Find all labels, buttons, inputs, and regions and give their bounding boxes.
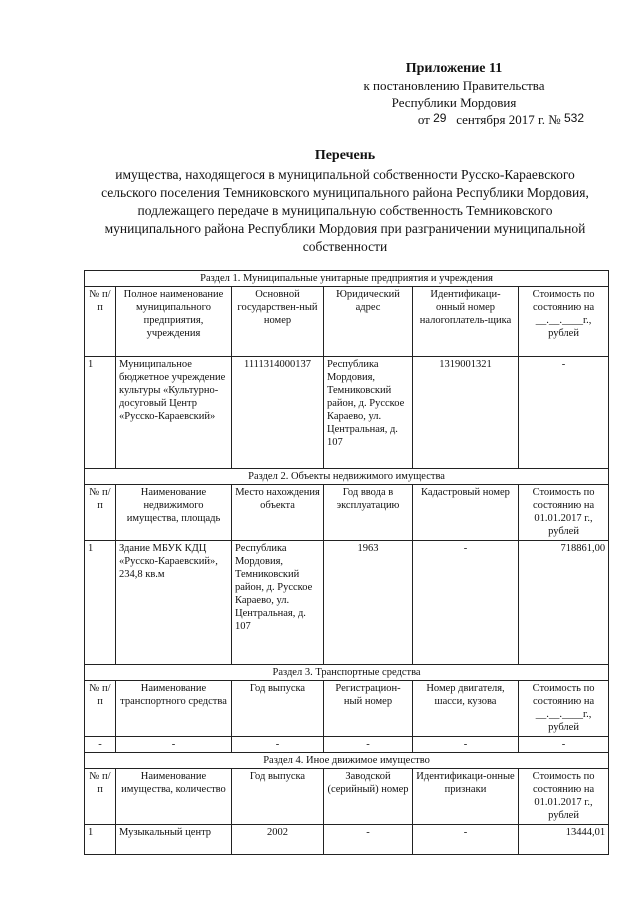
table-cell: - (413, 737, 519, 753)
header-row (85, 485, 609, 541)
table-cell: Муниципальное бюджетное учреждение культуры «Культурно-досуговый Центр «Русско-Караевский» (116, 357, 232, 469)
header-row (85, 769, 609, 825)
appendix-title: Приложение 11 (405, 61, 503, 76)
appendix-line-2: Республики Мордовия (391, 95, 517, 110)
date-number: 532 (563, 111, 584, 125)
column-header: Кадастровый номер (413, 485, 519, 541)
table-row (85, 737, 609, 753)
document-subtitle: имущества, находящегося в муниципальной собственности Русско-Караевского сельского поселения Темниковского муниципального района Республики Мордовия, подлежащего передаче в муниципальную собственность Темниковского муниципального района Республики Мордовия при разграничении муниципальной собственности (101, 167, 589, 254)
table-cell: 1 (85, 357, 116, 469)
table-cell: - (85, 737, 116, 753)
table-cell: - (519, 737, 609, 753)
table-cell: - (413, 825, 519, 855)
table-cell: - (232, 737, 324, 753)
column-header: Основной государствен-ный номер (232, 287, 324, 357)
column-header: Место нахождения объекта (232, 485, 324, 541)
table-cell: 13444,01 (519, 825, 609, 855)
table-cell: 1963 (324, 541, 413, 665)
column-header: Наименование недвижимого имущества, площадь (116, 485, 232, 541)
table-cell: 1 (85, 541, 116, 665)
table-cell: Музыкальный центр (116, 825, 232, 855)
column-header: Стоимость по состоянию на 01.01.2017 г., рублей (519, 485, 609, 541)
column-header: Полное наименование муниципального предприятия, учреждения (116, 287, 232, 357)
appendix-block (324, 60, 584, 129)
section-title: Раздел 1. Муниципальные унитарные предприятия и учреждения (85, 271, 609, 287)
table-row (85, 825, 609, 855)
table-cell: - (413, 541, 519, 665)
table-cell: Республика Мордовия, Темниковский район, д. Русское Караево, ул. Центральная, д. 107 (324, 357, 413, 469)
section-title: Раздел 3. Транспортные средства (85, 665, 609, 681)
column-header: Стоимость по состоянию на __.__.____г., рублей (519, 681, 609, 737)
property-table (84, 270, 609, 855)
table-cell: - (324, 737, 413, 753)
column-header: Юридический адрес (324, 287, 413, 357)
appendix-date-line (324, 111, 584, 129)
column-header: № п/п (85, 287, 116, 357)
table-row (85, 357, 609, 469)
column-header: Год выпуска (232, 681, 324, 737)
column-header: Идентификаци-онный номер налогоплатель-щика (413, 287, 519, 357)
section-title-row (85, 665, 609, 681)
table-cell: - (519, 357, 609, 469)
table-cell: 1 (85, 825, 116, 855)
table-cell: 718861,00 (519, 541, 609, 665)
column-header: Наименование имущества, количество (116, 769, 232, 825)
column-header: № п/п (85, 681, 116, 737)
table-cell: 1319001321 (413, 357, 519, 469)
column-header: Стоимость по состоянию на 01.01.2017 г., рублей (519, 769, 609, 825)
table-cell: - (116, 737, 232, 753)
section-title-row (85, 753, 609, 769)
table-cell: - (324, 825, 413, 855)
table-cell: 2002 (232, 825, 324, 855)
table-cell: Здание МБУК КДЦ «Русско-Караевский», 234,8 кв.м (116, 541, 232, 665)
section-title: Раздел 4. Иное движимое имущество (85, 753, 609, 769)
section-title: Раздел 2. Объекты недвижимого имущества (85, 469, 609, 485)
column-header: Год выпуска (232, 769, 324, 825)
column-header: Наименование транспортного средства (116, 681, 232, 737)
document-title: Перечень (314, 148, 376, 163)
table-cell: 1111314000137 (232, 357, 324, 469)
column-header: № п/п (85, 485, 116, 541)
column-header: Стоимость по состоянию на __.__.____г., рублей (519, 287, 609, 357)
column-header: Номер двигателя, шасси, кузова (413, 681, 519, 737)
section-title-row (85, 469, 609, 485)
header-row (85, 287, 609, 357)
date-day: 29 (433, 111, 447, 125)
table-cell: Республика Мордовия, Темниковский район, д. Русское Караево, ул. Центральная, д. 107 (232, 541, 324, 665)
column-header: Идентификаци-онные признаки (413, 769, 519, 825)
date-rest: сентября 2017 г. № (456, 112, 561, 127)
header-row (85, 681, 609, 737)
column-header: Регистрацион-ный номер (324, 681, 413, 737)
column-header: Год ввода в эксплуатацию (324, 485, 413, 541)
section-title-row (85, 271, 609, 287)
column-header: № п/п (85, 769, 116, 825)
date-prefix: от (417, 112, 430, 127)
appendix-line-1: к постановлению Правительства (363, 78, 545, 93)
table-row (85, 541, 609, 665)
column-header: Заводской (серийный) номер (324, 769, 413, 825)
